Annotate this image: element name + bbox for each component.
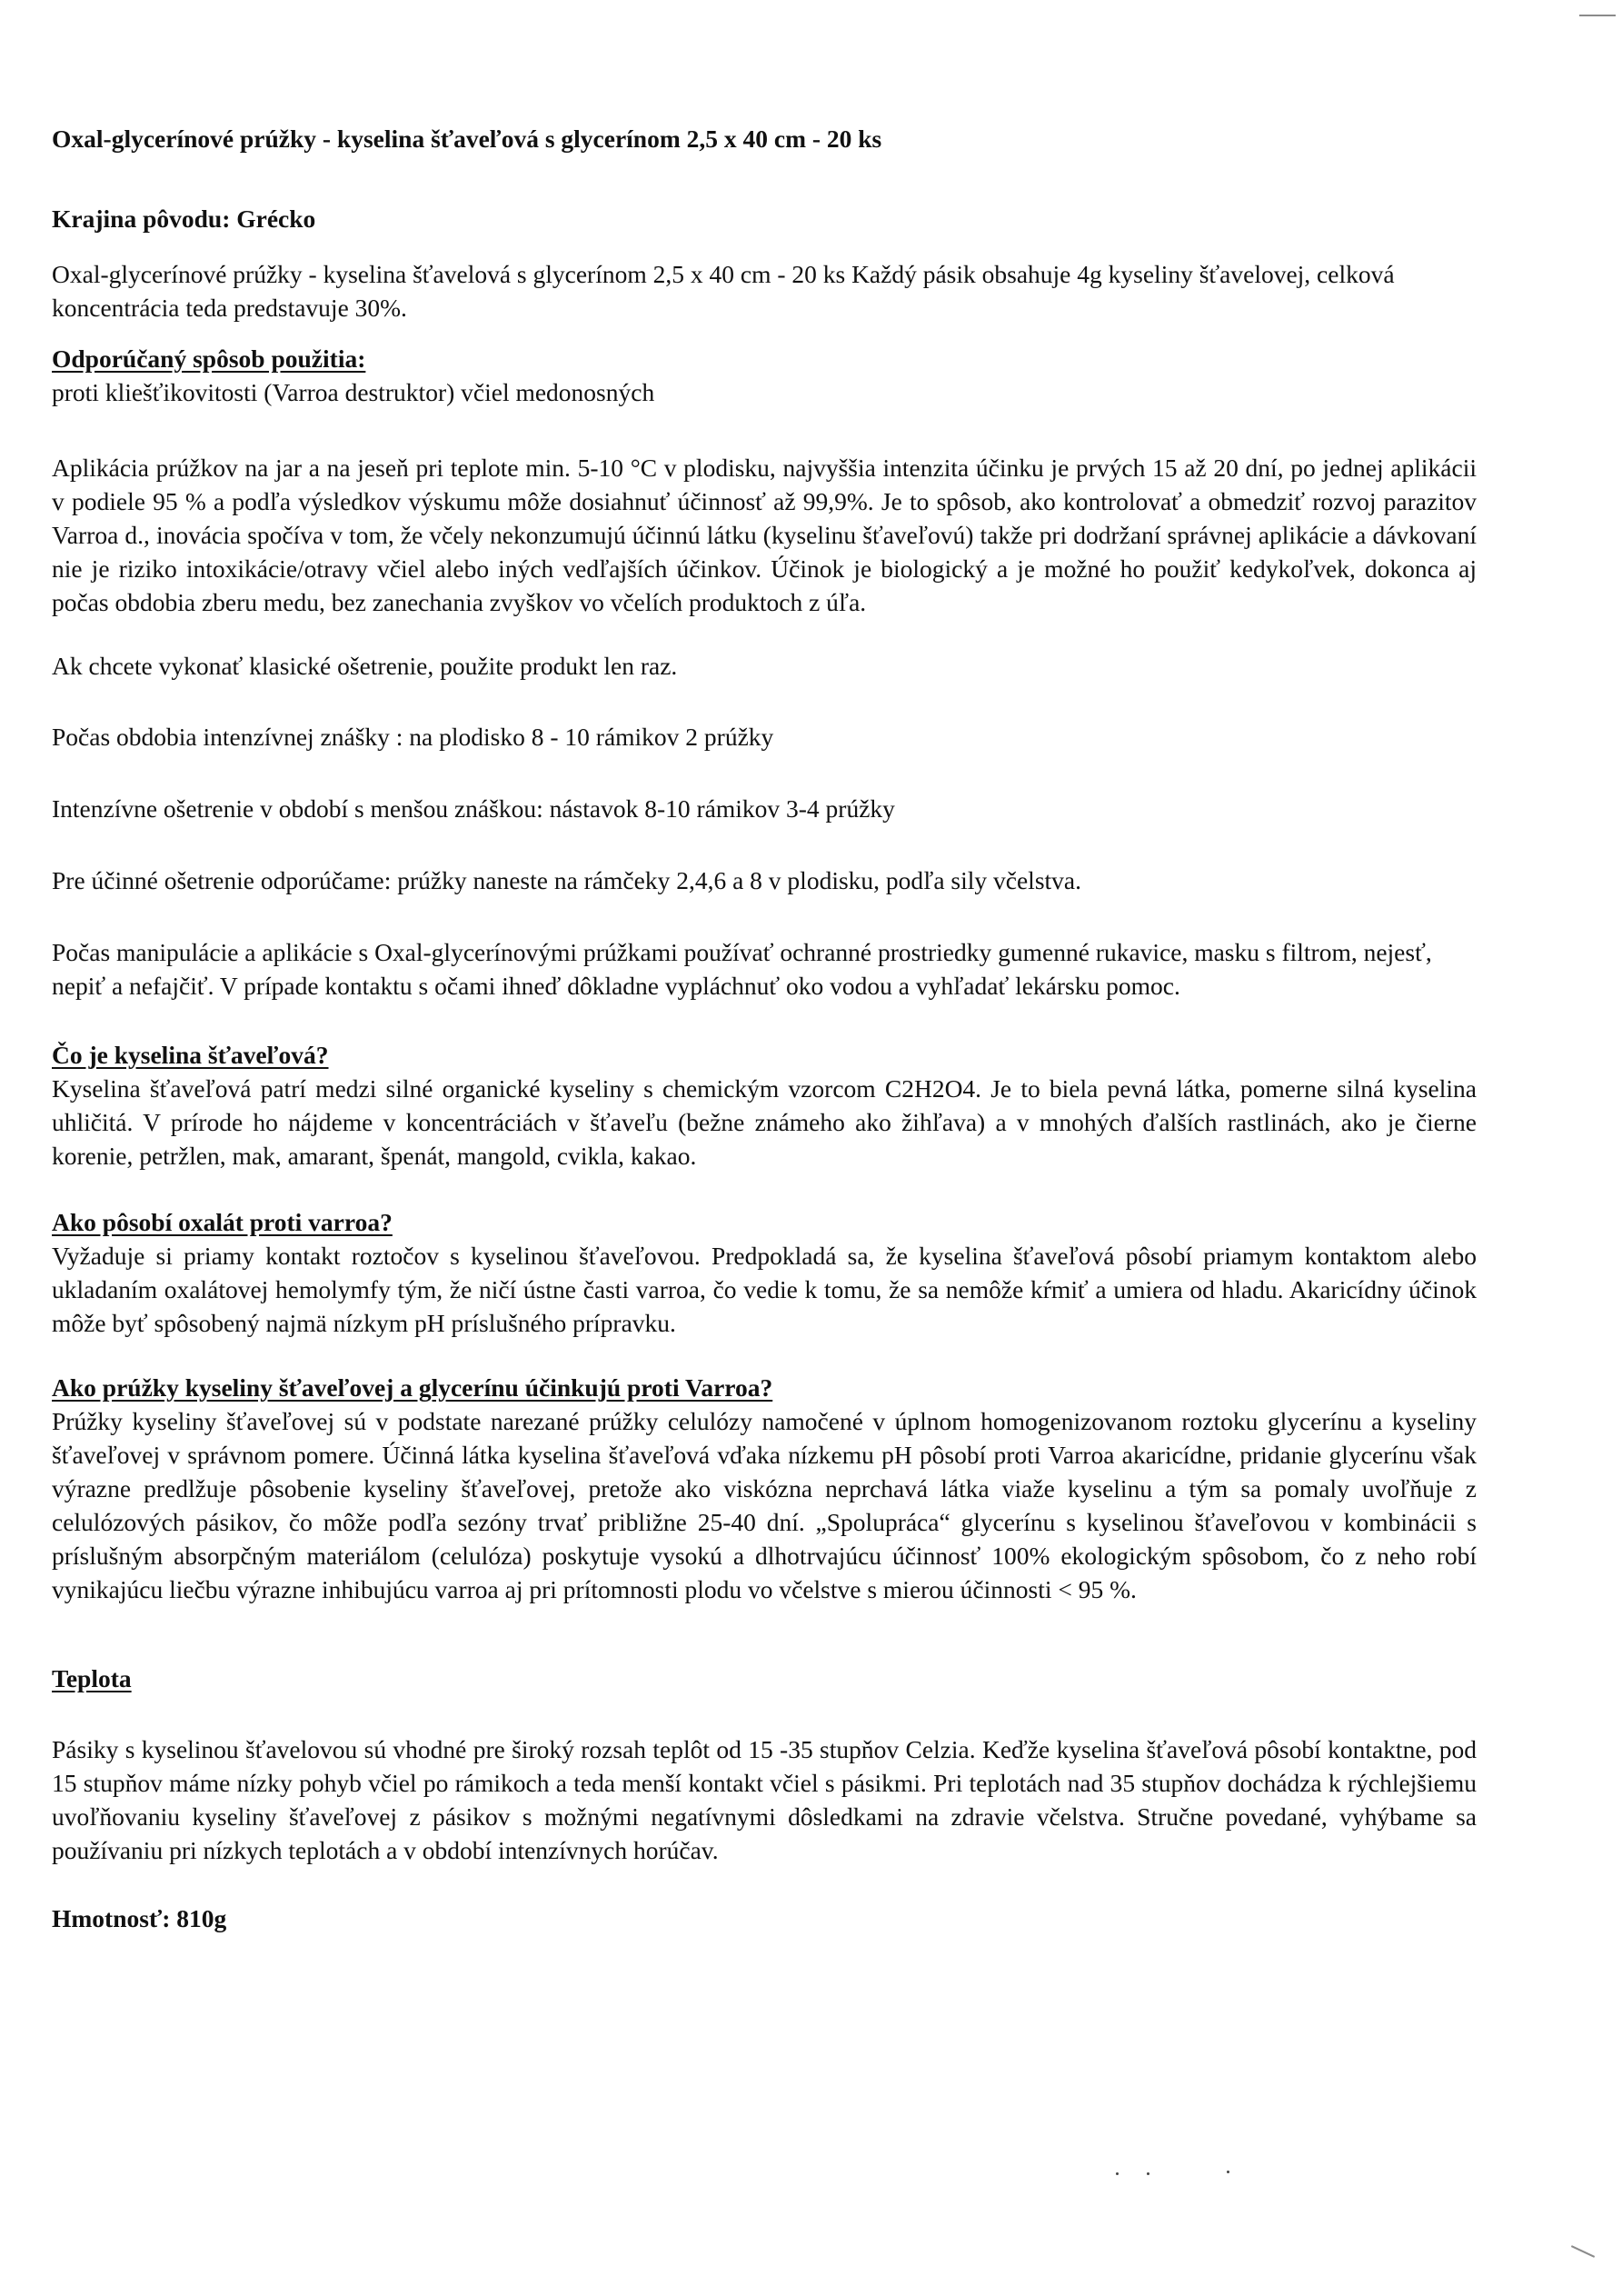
- intensive-period-line: Počas obdobia intenzívnej znášky : na plodisko 8 - 10 rámikov 2 prúžky: [52, 723, 774, 751]
- intro-paragraph: Oxal-glycerínové prúžky - kyselina šťavelová s glycerínom 2,5 x 40 cm - 20 ks Každý pásik obsahuje 4g kyseliny šťavelovej, celková koncentrácia teda predstavuje 30%.: [52, 260, 1395, 322]
- product-title: Oxal-glycerínové prúžky - kyselina šťaveľová s glycerínom 2,5 x 40 cm - 20 ks: [52, 125, 882, 153]
- what-is-heading: Čo je kyselina šťaveľová?: [52, 1041, 329, 1069]
- what-is-section: [52, 1038, 1477, 1173]
- scan-edge-mark-bottom: [1571, 2245, 1595, 2258]
- safety-paragraph: Počas manipulácie a aplikácie s Oxal-glycerínovými prúžkami používať ochranné prostriedky gumenné rukavice, masku s filtrom, nejesť, nepiť a nefajčiť. V prípade kontaktu s očami ihneď dôkladne vypláchnuť oko vodou a vyhľadať lekársku pomoc.: [52, 938, 1432, 1000]
- how-works-heading: Ako pôsobí oxalát proti varroa?: [52, 1208, 393, 1236]
- application-paragraph: Aplikácia prúžkov na jar a na jeseň pri teplote min. 5-10 °C v plodisku, najvyššia intenzita účinku je prvých 15 až 20 dní, po jednej aplikácii v podiele 95 % a podľa výsledkov výskumu môže dosiahnuť účinnosť až 99,9%. Je to spôsob, ako kontrolovať a obmedziť rozvoj parazitov Varroa d., inovácia spočíva v tom, že včely nekonzumujú účinnú látku (kyselinu šťaveľovú) takže pri dodržaní správnej aplikácie a dávkovaní nie je riziko intoxikácie/otravy včiel alebo iných vedľajších účinkov. Účinok je biologický a je možné ho použiť kedykoľvek, dokonca aj počas obdobia zberu medu, bez zanechania zvyškov vo včelích produktoch z úľa.: [52, 454, 1477, 616]
- temperature-heading: Teplota: [52, 1664, 132, 1692]
- temperature-paragraph: Pásiky s kyselinou šťavelovou sú vhodné pre široký rozsah teplôt od 15 -35 stupňov Celzia. Keďže kyselina šťaveľová pôsobí kontaktne, pod 15 stupňov máme nízky pohyb včiel po rámikoch a teda menší kontakt včiel s pásikmi. Pri teplotách nad 35 stupňov dochádza k rýchlejšiemu uvoľňovaniu kyseliny šťaveľovej z pásikov s možnými negatívnymi dôsledkami na zdravie včelstva. Stručne povedané, vyhýbame sa používaniu pri nízkych teplotách a v období intenzívnych horúčav.: [52, 1735, 1477, 1864]
- scan-edge-mark-top: [1579, 15, 1616, 16]
- origin-line: Krajina pôvodu: Grécko: [52, 205, 316, 233]
- usage-text: proti kliešťikovitosti (Varroa destruktor) včiel medonosných: [52, 378, 655, 406]
- strips-work-text: Prúžky kyseliny šťaveľovej sú v podstate narezané prúžky celulózy namočené v úplnom homogenizovanom roztoku glycerínu a kyseliny šťaveľovej v správnom pomere. Účinná látka kyselina šťaveľová vďaka nízkemu pH pôsobí proti Varroa akaricídne, pridanie glycerínu však výrazne predlžuje pôsobenie kyseliny šťaveľovej, pretože ako viskózna neprchavá látka viaže kyselinu a tým sa pomaly uvoľňuje z celulózových pásikov, čo môže podľa sezóny trvať približne 25-40 dní. „Spolupráca“ glycerínu s kyselinou šťaveľovou v kombinácii s príslušným absorpčným materiálom (celulóza) poskytuje vysokú a dlhotrvajúcu účinnosť 100% ekologickým spôsobom, čo z neho robí vynikajúcu liečbu výrazne inhibujúcu varroa aj pri prítomnosti plodu vo včelstve s mierou účinnosti < 95 %.: [52, 1407, 1477, 1603]
- usage-heading: Odporúčaný spôsob použitia:: [52, 344, 366, 373]
- usage-section: [52, 342, 1477, 409]
- strips-work-section: [52, 1371, 1477, 1606]
- weight-line: Hmotnosť: 810g: [52, 1904, 227, 1932]
- effective-treatment-line: Pre účinné ošetrenie odporúčame: prúžky naneste na rámčeky 2,4,6 a 8 v plodisku, podľa sily včelstva.: [52, 866, 1081, 894]
- what-is-text: Kyselina šťaveľová patrí medzi silné organické kyseliny s chemickým vzorcom C2H2O4. Je to biela pevná látka, pomerne silná kyselina uhličitá. V prírode ho nájdeme v koncentráciách v šťaveľu (bežne známeho ako žihľava) a v mnohých ďalších rastlinách, ako je čierne korenie, petržlen, mak, amarant, špenát, mangold, cvikla, kakao.: [52, 1074, 1477, 1170]
- intensive-treatment-line: Intenzívne ošetrenie v období s menšou znáškou: nástavok 8-10 rámikov 3-4 prúžky: [52, 794, 895, 823]
- how-works-text: Vyžaduje si priamy kontakt roztočov s kyselinou šťaveľovou. Predpokladá sa, že kyselina šťaveľová pôsobí priamym kontaktom alebo ukladaním oxalátovej hemolymfy tým, že ničí ústne časti varroa, čo vedie k tomu, že sa nemôže kŕmiť a umiera od hladu. Akaricídny účinok môže byť spôsobený najmä nízkym pH príslušného prípravku.: [52, 1242, 1477, 1337]
- document-page: [52, 0, 1477, 2296]
- strips-work-heading: Ako prúžky kyseliny šťaveľovej a glycerínu účinkujú proti Varroa?: [52, 1373, 773, 1402]
- how-works-section: [52, 1205, 1477, 1340]
- classic-treatment-line: Ak chcete vykonať klasické ošetrenie, použite produkt len raz.: [52, 652, 678, 680]
